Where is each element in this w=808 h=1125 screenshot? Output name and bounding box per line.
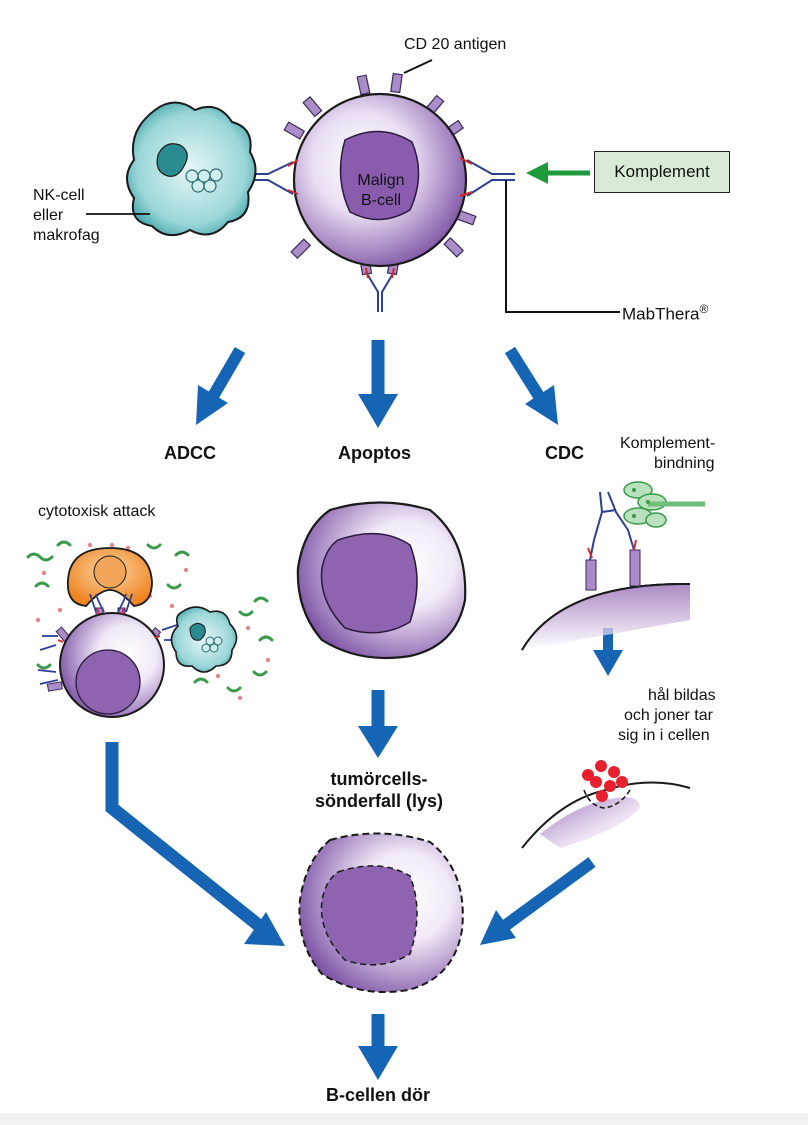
komplementbindning-label-2: bindning bbox=[654, 455, 715, 472]
adcc-illustration bbox=[28, 542, 272, 717]
arrow-apoptos-to-lys bbox=[358, 690, 398, 758]
apoptos-label: Apoptos bbox=[338, 443, 411, 463]
mabthera-text: MabThera bbox=[622, 304, 700, 324]
nk-label-3: makrofag bbox=[33, 227, 100, 244]
cd20-label: CD 20 antigen bbox=[404, 36, 507, 53]
hal-label-1: hål bildas bbox=[648, 687, 716, 704]
lys-label-2: sönderfall (lys) bbox=[314, 791, 444, 811]
cdc-label: CDC bbox=[545, 443, 584, 463]
nk-label-2: eller bbox=[33, 207, 64, 224]
lys-label-1: tumörcells- bbox=[330, 769, 428, 789]
komplement-box: Komplement bbox=[594, 151, 730, 193]
arrow-to-adcc bbox=[196, 350, 240, 425]
arrow-to-cdc bbox=[510, 350, 558, 425]
antibody-bottom bbox=[366, 268, 394, 312]
cd20-leader bbox=[404, 60, 432, 73]
adcc-label: ADCC bbox=[164, 443, 216, 463]
arrow-to-apoptos bbox=[358, 340, 398, 428]
malign-label-2: B-cell bbox=[360, 192, 401, 209]
mabthera-label bbox=[622, 300, 708, 324]
mabthera-leader bbox=[506, 180, 620, 312]
arrow-adcc-to-death bbox=[112, 742, 285, 946]
apoptosis-cell bbox=[298, 503, 465, 659]
dies-label: B-cellen dör bbox=[325, 1085, 431, 1105]
komplementbindning-label-1: Komplement- bbox=[620, 435, 716, 452]
cytotox-label: cytotoxisk attack bbox=[38, 503, 156, 520]
lysed-cell bbox=[299, 833, 462, 992]
nk-label-1: NK-cell bbox=[33, 187, 85, 204]
nk-cell bbox=[127, 103, 256, 236]
hal-label-3: sig in i cellen bbox=[618, 727, 710, 744]
malign-label-1: Malign bbox=[357, 172, 405, 189]
arrow-to-dies bbox=[358, 1014, 398, 1080]
hal-label-2: och joner tar bbox=[624, 707, 713, 724]
bottom-strip bbox=[0, 1113, 808, 1125]
registered-mark: ® bbox=[699, 302, 709, 316]
arrow-cdc-to-death bbox=[480, 862, 592, 945]
komplement-arrow bbox=[526, 162, 590, 184]
